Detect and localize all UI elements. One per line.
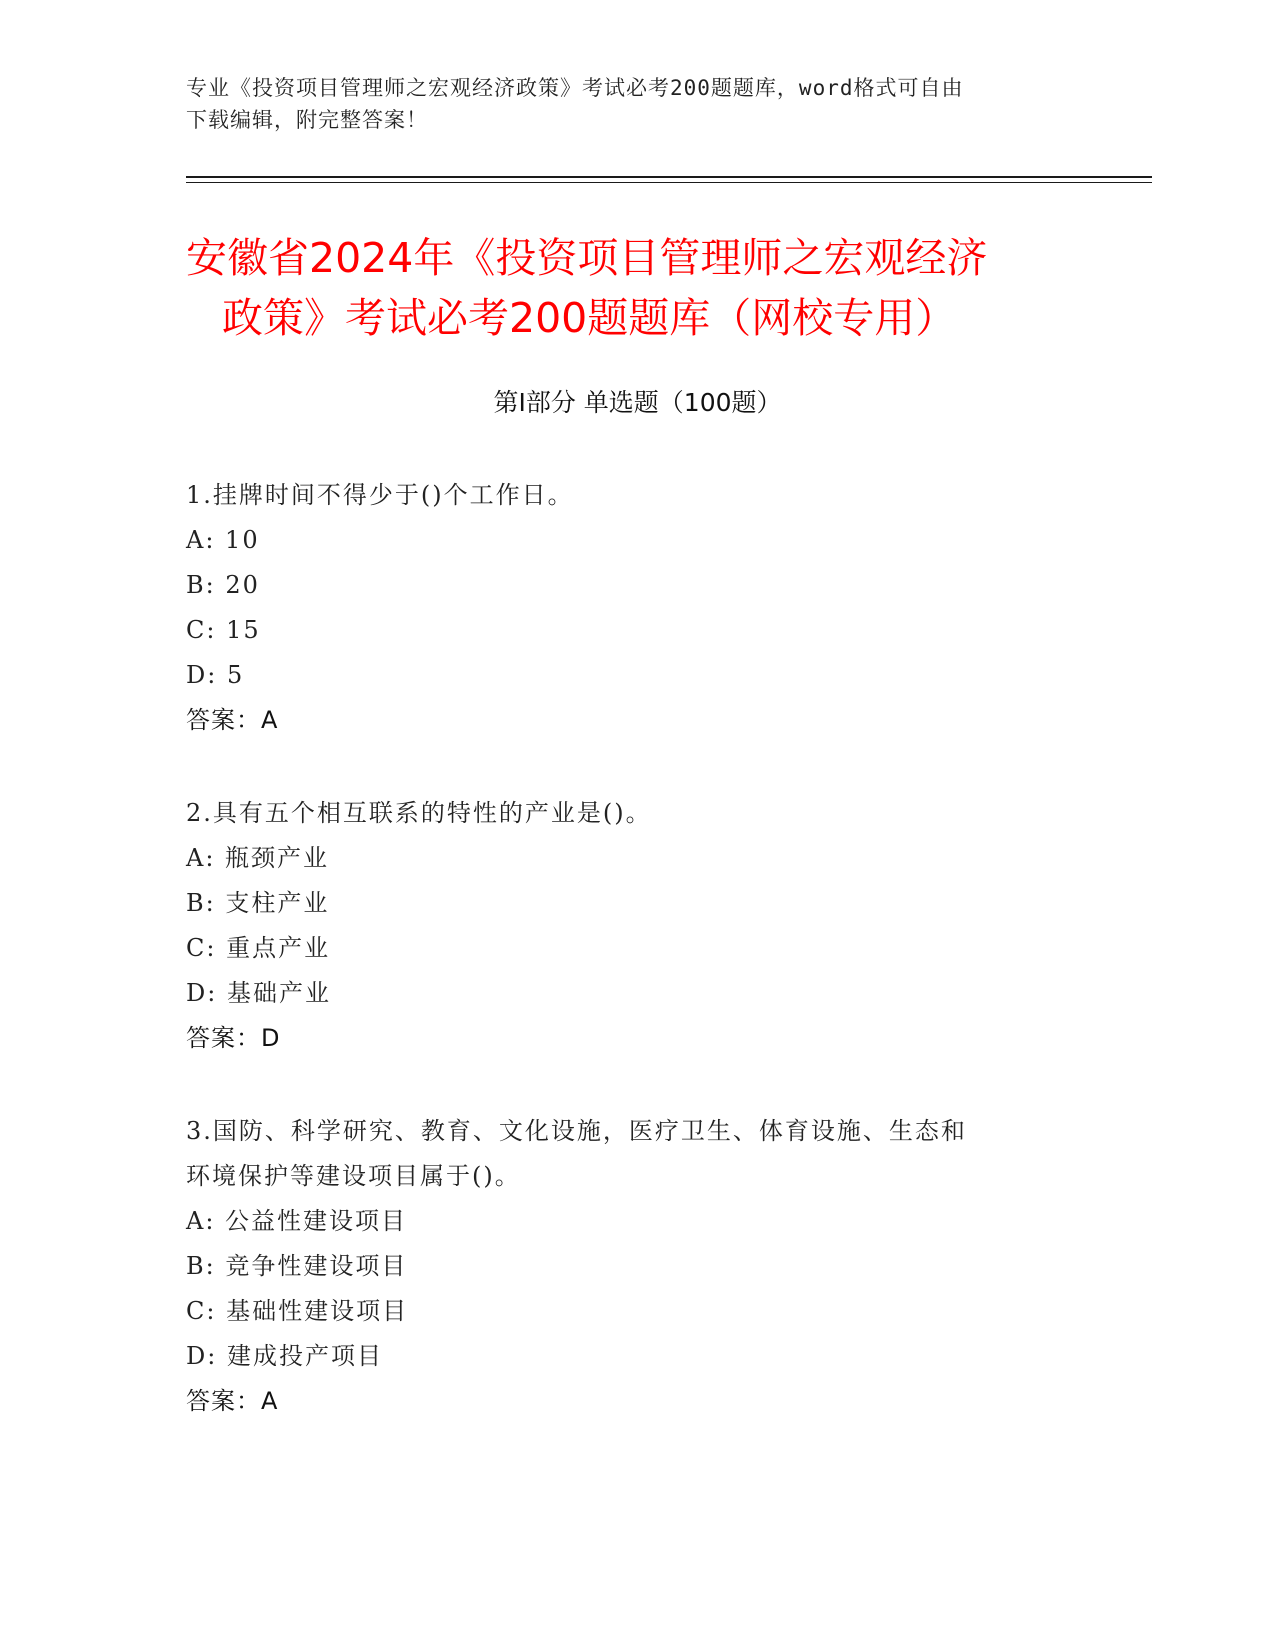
answer: 答案：A — [186, 706, 279, 734]
answer: 答案：A — [186, 1387, 279, 1415]
section-heading: 第Ⅰ部分 单选题（100题） — [493, 388, 782, 417]
header-divider-thick — [186, 176, 1152, 178]
document-title — [186, 228, 1086, 348]
option-b: B: 20 — [186, 571, 260, 599]
answer: 答案：D — [186, 1024, 281, 1052]
option-c: C: 15 — [186, 616, 261, 644]
header-note-line-2: 下载编辑，附完整答案！ — [186, 108, 428, 132]
question-stem: 1.挂牌时间不得少于()个工作日。 — [186, 481, 574, 509]
header-note — [186, 72, 1086, 136]
question-stem: 2.具有五个相互联系的特性的产业是()。 — [186, 799, 652, 827]
option-a: A: 公益性建设项目 — [186, 1207, 408, 1235]
question-1 — [186, 473, 1086, 743]
option-d: D: 建成投产项目 — [186, 1342, 383, 1370]
question-stem-line-1: 3.国防、科学研究、教育、文化设施，医疗卫生、体育设施、生态和 — [186, 1117, 967, 1145]
option-c: C: 基础性建设项目 — [186, 1297, 409, 1325]
option-d: D: 5 — [186, 661, 245, 689]
option-b: B: 竞争性建设项目 — [186, 1252, 408, 1280]
header-divider-thin — [186, 182, 1152, 183]
option-b: B: 支柱产业 — [186, 889, 330, 917]
option-a: A: 10 — [186, 526, 260, 554]
option-c: C: 重点产业 — [186, 934, 331, 962]
question-3 — [186, 1109, 1086, 1424]
header-note-line-1: 专业《投资项目管理师之宏观经济政策》考试必考200题题库，word格式可自由 — [186, 76, 964, 100]
question-2 — [186, 791, 1086, 1061]
option-a: A: 瓶颈产业 — [186, 844, 330, 872]
document-title-line-1: 安徽省2024年《投资项目管理师之宏观经济 — [186, 234, 988, 282]
document-title-line-2: 政策》考试必考200题题库（网校专用） — [222, 294, 957, 342]
question-stem-line-2: 环境保护等建设项目属于()。 — [186, 1162, 521, 1190]
option-d: D: 基础产业 — [186, 979, 331, 1007]
